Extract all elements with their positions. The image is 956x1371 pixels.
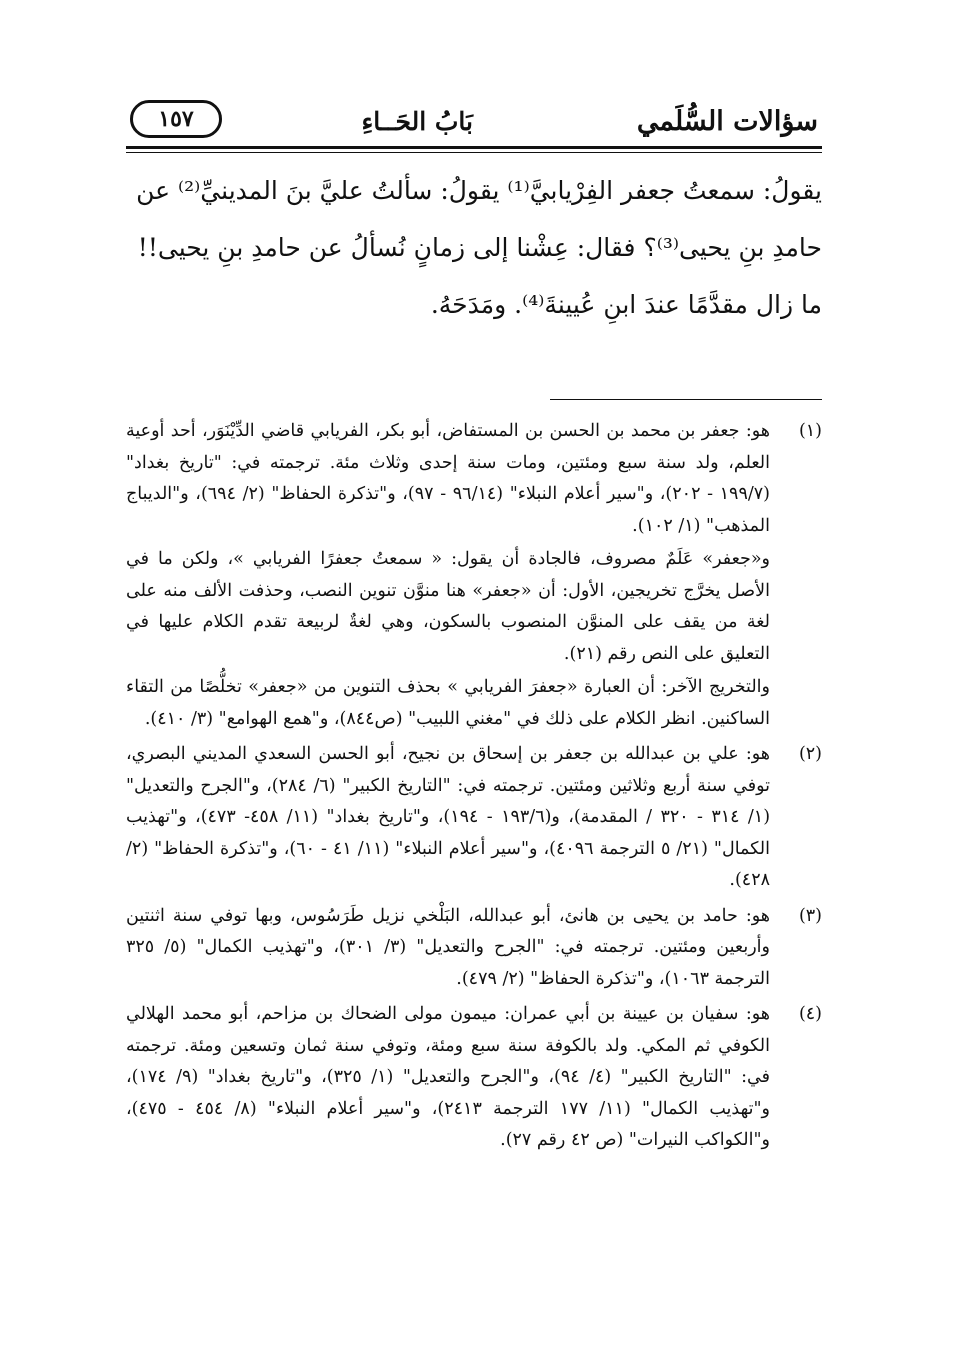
footnote-paragraph: هو: علي بن عبدالله بن جعفر بن إسحاق بن نجيح، أبو الحسن السعدي المديني البصري، توفي سنة أربع وثلاثين ومئتين. ترجمته في: "التاريخ الكبير" (٦/ ٢٨٤)، و"الجرح والتعديل" (١/ ٣١٤ - ٣٢٠ / المقدمة)، و(١٩٣/٦ - ١٩٤)، و"تاريخ بغداد" (١١/ ٤٥٨- ٤٧٣)، و"تهذيب الكمال" (٢١/ ٥ الترجمة ٤٠٩٦)، و"سير أعلام النبلاء" (١١/ ٤١ - ٦٠)، و"تذكرة الحفاظ" (٢/ ٤٢٨). xyxy=(126,744,771,890)
header-rule xyxy=(126,146,822,149)
book-title: سؤالات السُّلَمي xyxy=(636,106,818,137)
footnotes xyxy=(126,416,830,1161)
footnote-3 xyxy=(126,901,830,996)
chapter-title: بَابُ الحَــاءِ xyxy=(361,107,473,136)
footnote-number: (٤) xyxy=(798,1004,822,1024)
main-text-line: يقولُ: سمعتُ جعفر الفِرْيابيَّ⁽¹⁾ يقولُ: سألتُ عليَّ بنَ المدينيِّ⁽²⁾ عن xyxy=(136,176,822,205)
footnote-number: (٢) xyxy=(798,744,822,764)
main-text-line: حامدِ بنِ يحيى⁽³⁾؟ فقال: عِشْنا إلى زمانٍ نُسألُ عن حامدِ بنِ يحيى!! xyxy=(137,233,822,262)
footnote-separator xyxy=(550,399,822,400)
footnote-paragraph: و«جعفر» عَلَمٌ مصروف، فالجادة أن يقول: « سمعتُ جعفرًا الفريابي »، ولكن ما في الأصل يخرَّج تخريجين، الأول: أن «جعفر» هنا منوَّن تنوين النصب، وحذفت الألف منه على لغة من يقف على المنوَّن المنصوب بالسكون، وهي لغةٌ لربيعة تقدم الكلام عليها في التعليق على النص رقم (٢١). xyxy=(126,549,770,664)
footnote-number: (١) xyxy=(798,421,822,441)
main-text xyxy=(126,162,822,333)
footnote-4 xyxy=(126,999,830,1157)
running-header xyxy=(130,96,818,148)
main-text-line: ما زال مقدَّمًا عندَ ابنِ عُيينةَ⁽⁴⁾. ومَدَحَهُ. xyxy=(430,290,822,319)
footnote-number: (٣) xyxy=(798,905,822,926)
page-number: ١٥٧ xyxy=(130,100,222,138)
footnote-paragraph: هو: حامد بن يحيى بن هانئ، أبو عبدالله، البَلْخي نزيل طَرَسُوس، وبها توفي سنة اثنتين وأربعين ومئتين. ترجمته في: "الجرح والتعديل" (٣/ ٣٠١)، و"تهذيب الكمال" (٥/ ٣٢٥ الترجمة ١٠٦٣)، و"تذكرة الحفاظ" (٢/ ٤٧٩). xyxy=(126,905,770,989)
footnote-2 xyxy=(126,739,830,897)
footnote-paragraph: والتخريج الآخر: أن العبارة «جعفرَ الفريابي » بحذف التنوين من «جعفر» تخلُّصًا من التقاء الساكنين. انظر الكلام على ذلك في "مغني اللبيب" (ص٨٤٤)، و"همع الهوامع" (٣/ ٤١٠). xyxy=(126,677,770,729)
header-rule-thin xyxy=(126,152,822,153)
footnote-paragraph: هو: سفيان بن عيينة بن أبي عمران: ميمون مولى الضحاك بن مزاحم، أبو محمد الهلالي الكوفي ثم المكي. ولد بالكوفة سنة سبع ومئة، وتوفي سنة ثمان وتسعين ومئة. ترجمته في: "التاريخ الكبير" (٤/ ٩٤)، و"الجرح والتعديل" (١/ ٣٢٥)، و"تاريخ بغداد" (٩/ ١٧٤)، و"تهذيب الكمال" (١١/ ١٧٧ الترجمة ٢٤١٣)، و"سير أعلام النبلاء" (٨/ ٤٥٤ - ٤٧٥)، و"الكواكب النيرات" (ص ٤٢ رقم ٢٧). xyxy=(126,1004,771,1150)
footnote-1 xyxy=(126,416,830,735)
footnote-paragraph: هو: جعفر بن محمد بن الحسن بن المستفاض، أبو بكر، الفريابي قاضي الدِّيْنَوَر، أحد أوعية العلم، ولد سنة سبع ومئتين، ومات سنة إحدى وثلاث مئة. ترجمته في: "تاريخ بغداد" (١٩٩/٧ - ٢٠٢)، و"سير أعلام النبلاء" (٩٦/١٤ - ٩٧)، و"تذكرة الحفاظ" (٢/ ٦٩٤)، و"الديباج المذهب" (١/ ١٠٢). xyxy=(126,421,770,536)
